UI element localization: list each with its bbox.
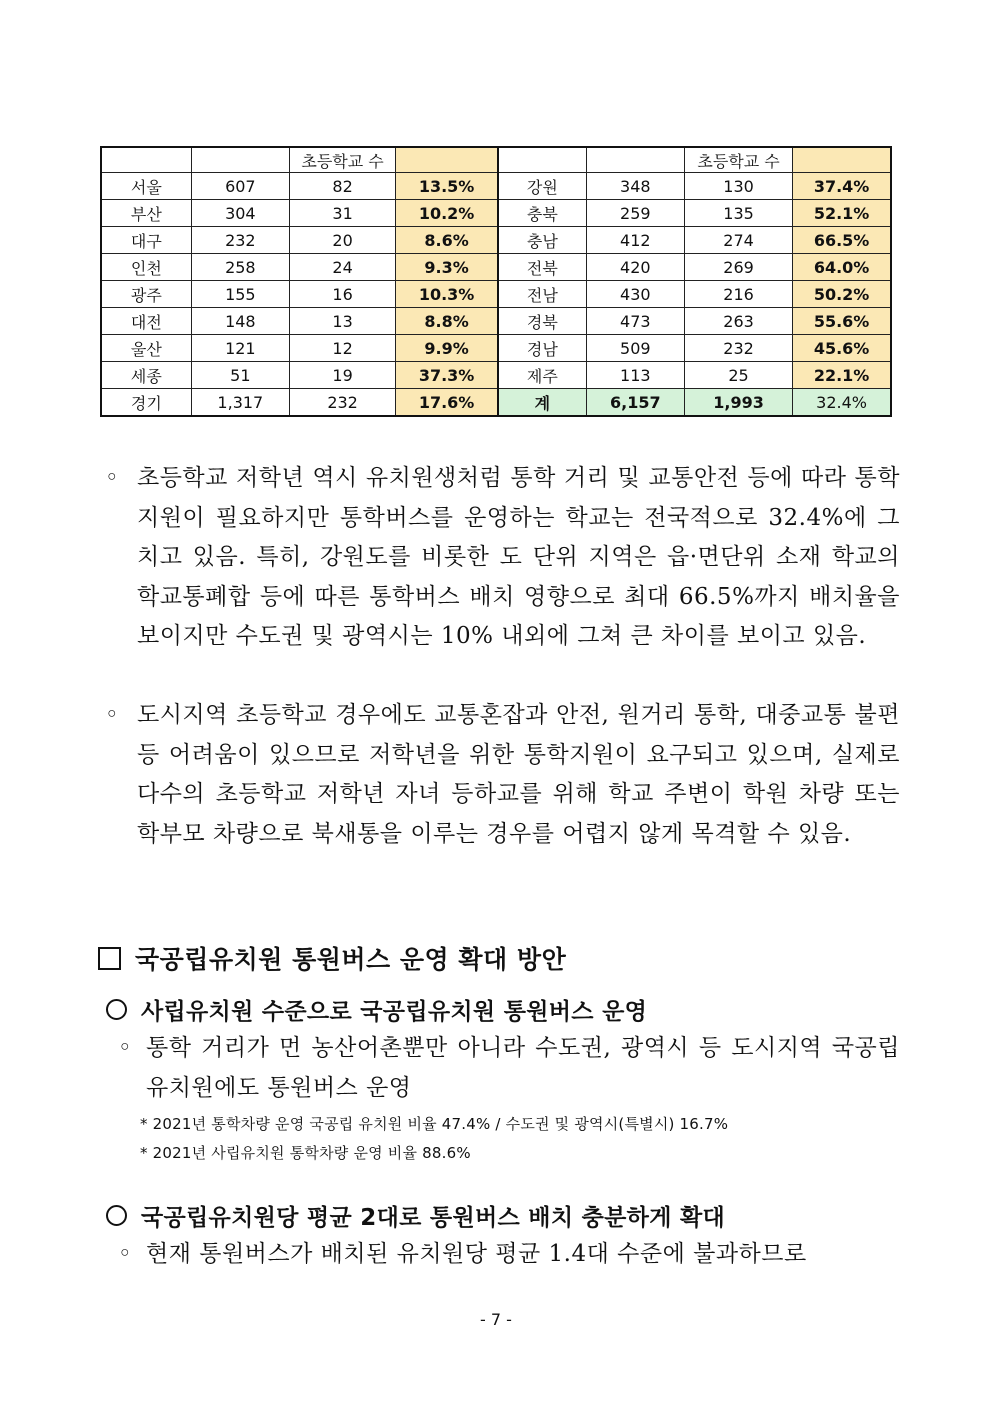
school-total-cell: 232 [191,227,289,254]
bus-school-count-cell: 13 [289,308,395,335]
table-row [101,281,891,308]
school-total-cell: 473 [586,308,684,335]
header-cell-empty [191,147,289,173]
school-total-cell: 607 [191,173,289,200]
region-cell: 제주 [498,362,586,389]
bullet-mark: ◦ [105,465,120,491]
school-total-cell: 1,317 [191,389,289,417]
footnote-1: * 2021년 통학차량 운영 국공립 유치원 비율 47.4% / 수도권 및 광역시(특별시) 16.7% [140,1115,729,1133]
paragraph-text: 현재 통원버스가 배치된 유치원당 평균 1.4대 수준에 불과하므로 [146,1241,807,1267]
school-total-cell: 509 [586,335,684,362]
bus-school-count-cell: 25 [684,362,792,389]
bullet-mark: ◦ [105,702,120,728]
school-total-cell: 348 [586,173,684,200]
bus-school-count-cell: 24 [289,254,395,281]
header-cell-rate [396,147,498,173]
header-right-count-label: 초등학교 수 [684,147,792,173]
header-cell-rate [793,147,891,173]
bus-school-count-cell: 232 [684,335,792,362]
region-cell: 충남 [498,227,586,254]
paragraph-text: 초등학교 저학년 역시 유치원생처럼 통학 거리 및 교통안전 등에 따라 통학지원이 필요하지만 통학버스를 운영하는 학교는 전국적으로 32.4%에 그치고 있음. 특히, 강원도를 비롯한 도 단위 지역은 읍·면단위 소재 학교의 학교통폐합 등에 따른 통학버스 배치 영향으로 최대 66.5%까지 배치율을 보이지만 수도권 및 광역시는 10% 내외에 그쳐 큰 차이를 보이고 있음. [137,465,900,649]
region-cell: 광주 [101,281,191,308]
bus-school-count-cell: 16 [289,281,395,308]
school-total-cell: 148 [191,308,289,335]
sub-heading-2 [106,1199,725,1232]
region-cell: 전남 [498,281,586,308]
school-total-cell: 51 [191,362,289,389]
bus-rate-cell: 55.6% [793,308,891,335]
region-cell: 부산 [101,200,191,227]
table-row [101,200,891,227]
bus-rate-cell: 64.0% [793,254,891,281]
bus-rate-cell: 45.6% [793,335,891,362]
school-total-cell: 304 [191,200,289,227]
bus-rate-cell: 9.9% [396,335,498,362]
bus-rate-cell: 66.5% [793,227,891,254]
table-row [101,227,891,254]
bus-rate-cell: 8.8% [396,308,498,335]
bus-rate-cell: 50.2% [793,281,891,308]
bullet-mark: ◦ [118,1241,133,1267]
bus-school-count-cell: 269 [684,254,792,281]
table-row [101,173,891,200]
sub2-paragraph [118,1234,900,1274]
region-cell: 울산 [101,335,191,362]
header-cell-empty [498,147,586,173]
bus-school-count-cell: 130 [684,173,792,200]
bus-rate-cell: 13.5% [396,173,498,200]
sub1-paragraph [118,1028,900,1108]
circle-bullet-icon [106,999,127,1020]
bus-rate-cell: 37.3% [396,362,498,389]
region-cell: 경남 [498,335,586,362]
school-total-cell: 412 [586,227,684,254]
bullet-mark: ◦ [118,1035,133,1061]
region-cell: 충북 [498,200,586,227]
bus-rate-cell: 32.4% [793,389,891,417]
page-number: - 7 - [480,1310,512,1329]
bus-rate-cell: 9.3% [396,254,498,281]
bus-school-count-cell: 19 [289,362,395,389]
table-header-row [101,147,891,173]
school-total-cell: 113 [586,362,684,389]
bus-school-count-cell: 135 [684,200,792,227]
region-cell: 대구 [101,227,191,254]
region-cell: 경북 [498,308,586,335]
bus-rate-cell: 37.4% [793,173,891,200]
bus-rate-cell: 22.1% [793,362,891,389]
school-total-cell: 258 [191,254,289,281]
region-cell: 서울 [101,173,191,200]
table-row [101,335,891,362]
bus-rate-cell: 8.6% [396,227,498,254]
region-cell: 전북 [498,254,586,281]
table-row [101,254,891,281]
paragraph-text: 도시지역 초등학교 경우에도 교통혼잡과 안전, 원거리 통학, 대중교통 불편 등 어려움이 있으므로 저학년을 위한 통학지원이 요구되고 있으며, 실제로 다수의 초등학교 저학년 자녀 등하교를 위해 학교 주변이 학원 차량 또는 학부모 차량으로 북새통을 이루는 경우를 어렵지 않게 목격할 수 있음. [137,702,900,847]
header-cell-empty [586,147,684,173]
school-total-cell: 121 [191,335,289,362]
school-total-cell: 259 [586,200,684,227]
bus-school-count-cell: 20 [289,227,395,254]
section-heading-text: 국공립유치원 통원버스 운영 확대 방안 [135,945,567,974]
bus-school-count-cell: 82 [289,173,395,200]
paragraph-2 [105,696,900,854]
region-cell: 세종 [101,362,191,389]
elementary-school-bus-table [100,146,892,417]
bus-school-count-cell: 263 [684,308,792,335]
sub-heading-1 [106,993,647,1026]
sub-heading-text: 국공립유치원당 평균 2대로 통원버스 배치 충분하게 확대 [141,1205,726,1231]
sub-heading-text: 사립유치원 수준으로 국공립유치원 통원버스 운영 [141,999,648,1025]
table-row [101,362,891,389]
school-total-cell: 155 [191,281,289,308]
bus-school-count-cell: 31 [289,200,395,227]
school-total-cell: 430 [586,281,684,308]
header-left-count-label: 초등학교 수 [289,147,395,173]
bus-rate-cell: 10.2% [396,200,498,227]
bus-rate-cell: 17.6% [396,389,498,417]
footnote-2: * 2021년 사립유치원 통학차량 운영 비율 88.6% [140,1144,471,1162]
bus-school-count-cell: 216 [684,281,792,308]
table-row [101,308,891,335]
circle-bullet-icon [106,1205,127,1226]
region-cell: 강원 [498,173,586,200]
paragraph-text: 통학 거리가 먼 농산어촌뿐만 아니라 수도권, 광역시 등 도시지역 국공립유치원에도 통원버스 운영 [146,1035,900,1101]
header-cell-empty [101,147,191,173]
region-cell: 인천 [101,254,191,281]
region-cell: 경기 [101,389,191,417]
bus-school-count-cell: 1,993 [684,389,792,417]
paragraph-1 [105,459,900,657]
bus-school-count-cell: 12 [289,335,395,362]
region-cell: 대전 [101,308,191,335]
school-total-cell: 6,157 [586,389,684,417]
bus-rate-cell: 10.3% [396,281,498,308]
bus-school-count-cell: 274 [684,227,792,254]
region-cell: 계 [498,389,586,417]
square-bullet-icon [98,947,121,970]
bus-school-count-cell: 232 [289,389,395,417]
table-row [101,389,891,417]
section-heading [98,940,566,976]
school-total-cell: 420 [586,254,684,281]
bus-rate-cell: 52.1% [793,200,891,227]
